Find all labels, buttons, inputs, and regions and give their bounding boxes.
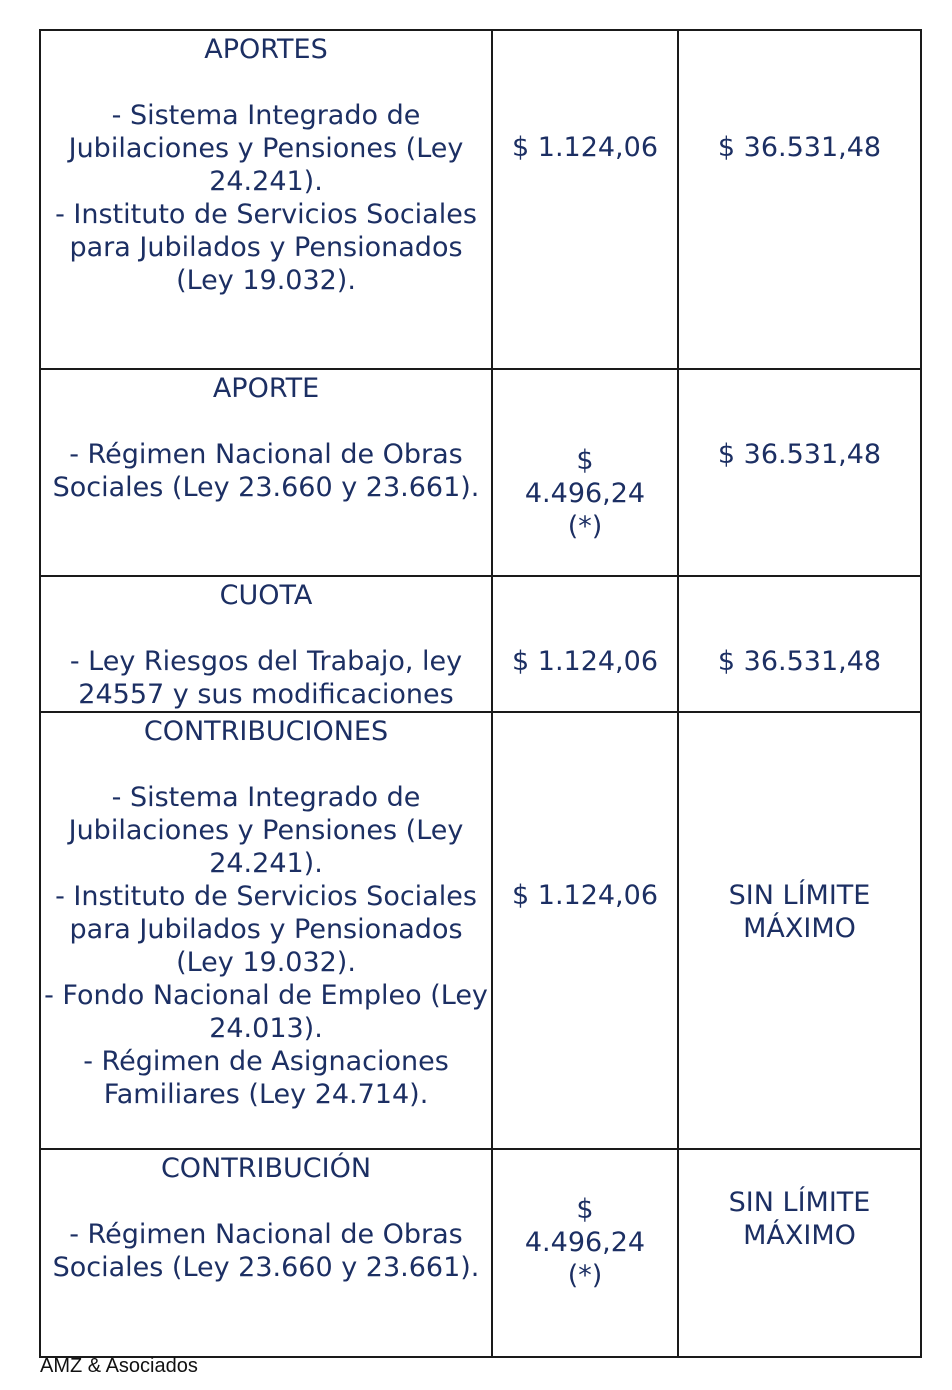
table-row bbox=[40, 712, 921, 1149]
table-row bbox=[40, 369, 921, 576]
row-heading: APORTES bbox=[204, 34, 328, 65]
row-heading: APORTE bbox=[212, 373, 320, 404]
item-list bbox=[41, 99, 491, 297]
list-item: - Sistema Integrado de Jubilaciones y Pensiones (Ley 24.241). bbox=[68, 100, 464, 197]
concept-cell bbox=[40, 1149, 492, 1357]
table-row bbox=[40, 1149, 921, 1357]
minimum-cell bbox=[492, 1149, 678, 1357]
maximum-amount: SIN LÍMITE MÁXIMO bbox=[728, 880, 871, 944]
row-heading: CONTRIBUCIÓN bbox=[160, 1153, 372, 1184]
list-item: - Instituto de Servicios Sociales para Jubilados y Pensionados (Ley 19.032). bbox=[55, 881, 477, 978]
minimum-cell bbox=[492, 712, 678, 1149]
row-heading: CUOTA bbox=[219, 580, 313, 611]
maximum-amount: SIN LÍMITE MÁXIMO bbox=[728, 1187, 871, 1251]
footer-credit: AMZ & Asociados bbox=[40, 1355, 198, 1377]
minimum-amount: $ 1.124,06 bbox=[512, 880, 658, 911]
maximum-cell bbox=[678, 1149, 921, 1357]
list-item: - Sistema Integrado de Jubilaciones y Pensiones (Ley 24.241). bbox=[68, 782, 464, 879]
minimum-cell bbox=[492, 369, 678, 576]
maximum-amount: $ 36.531,48 bbox=[717, 646, 882, 677]
maximum-cell bbox=[678, 712, 921, 1149]
minimum-cell bbox=[492, 30, 678, 369]
maximum-amount: $ 36.531,48 bbox=[717, 132, 882, 163]
item-list bbox=[41, 1218, 491, 1284]
list-item: - Régimen Nacional de Obras Sociales (Ley 23.660 y 23.661). bbox=[52, 439, 480, 503]
minimum-amount: $ 4.496,24 (*) bbox=[524, 1194, 646, 1291]
list-item: - Fondo Nacional de Empleo (Ley 24.013). bbox=[44, 980, 488, 1044]
table-row bbox=[40, 576, 921, 712]
list-item: - Instituto de Servicios Sociales para Jubilados y Pensionados (Ley 19.032). bbox=[55, 199, 477, 296]
minimum-cell bbox=[492, 576, 678, 712]
item-list bbox=[41, 645, 491, 711]
minimum-amount: $ 1.124,06 bbox=[512, 132, 658, 163]
row-heading: CONTRIBUCIONES bbox=[143, 716, 389, 747]
list-item: - Ley Riesgos del Trabajo, ley 24557 y sus modificaciones bbox=[69, 646, 463, 710]
item-list bbox=[41, 438, 491, 504]
minimum-amount: $ 1.124,06 bbox=[512, 646, 658, 677]
concept-cell bbox=[40, 712, 492, 1149]
concept-cell bbox=[40, 30, 492, 369]
maximum-amount: $ 36.531,48 bbox=[717, 439, 882, 470]
minimum-amount: $ 4.496,24 (*) bbox=[524, 445, 646, 542]
list-item: - Régimen de Asignaciones Familiares (Ley 24.714). bbox=[83, 1046, 449, 1110]
concept-cell bbox=[40, 369, 492, 576]
list-item: - Régimen Nacional de Obras Sociales (Ley 23.660 y 23.661). bbox=[52, 1219, 480, 1283]
table-row bbox=[40, 30, 921, 369]
maximum-cell bbox=[678, 369, 921, 576]
item-list bbox=[41, 781, 491, 1111]
contributions-table bbox=[39, 29, 922, 1358]
maximum-cell bbox=[678, 576, 921, 712]
concept-cell bbox=[40, 576, 492, 712]
maximum-cell bbox=[678, 30, 921, 369]
